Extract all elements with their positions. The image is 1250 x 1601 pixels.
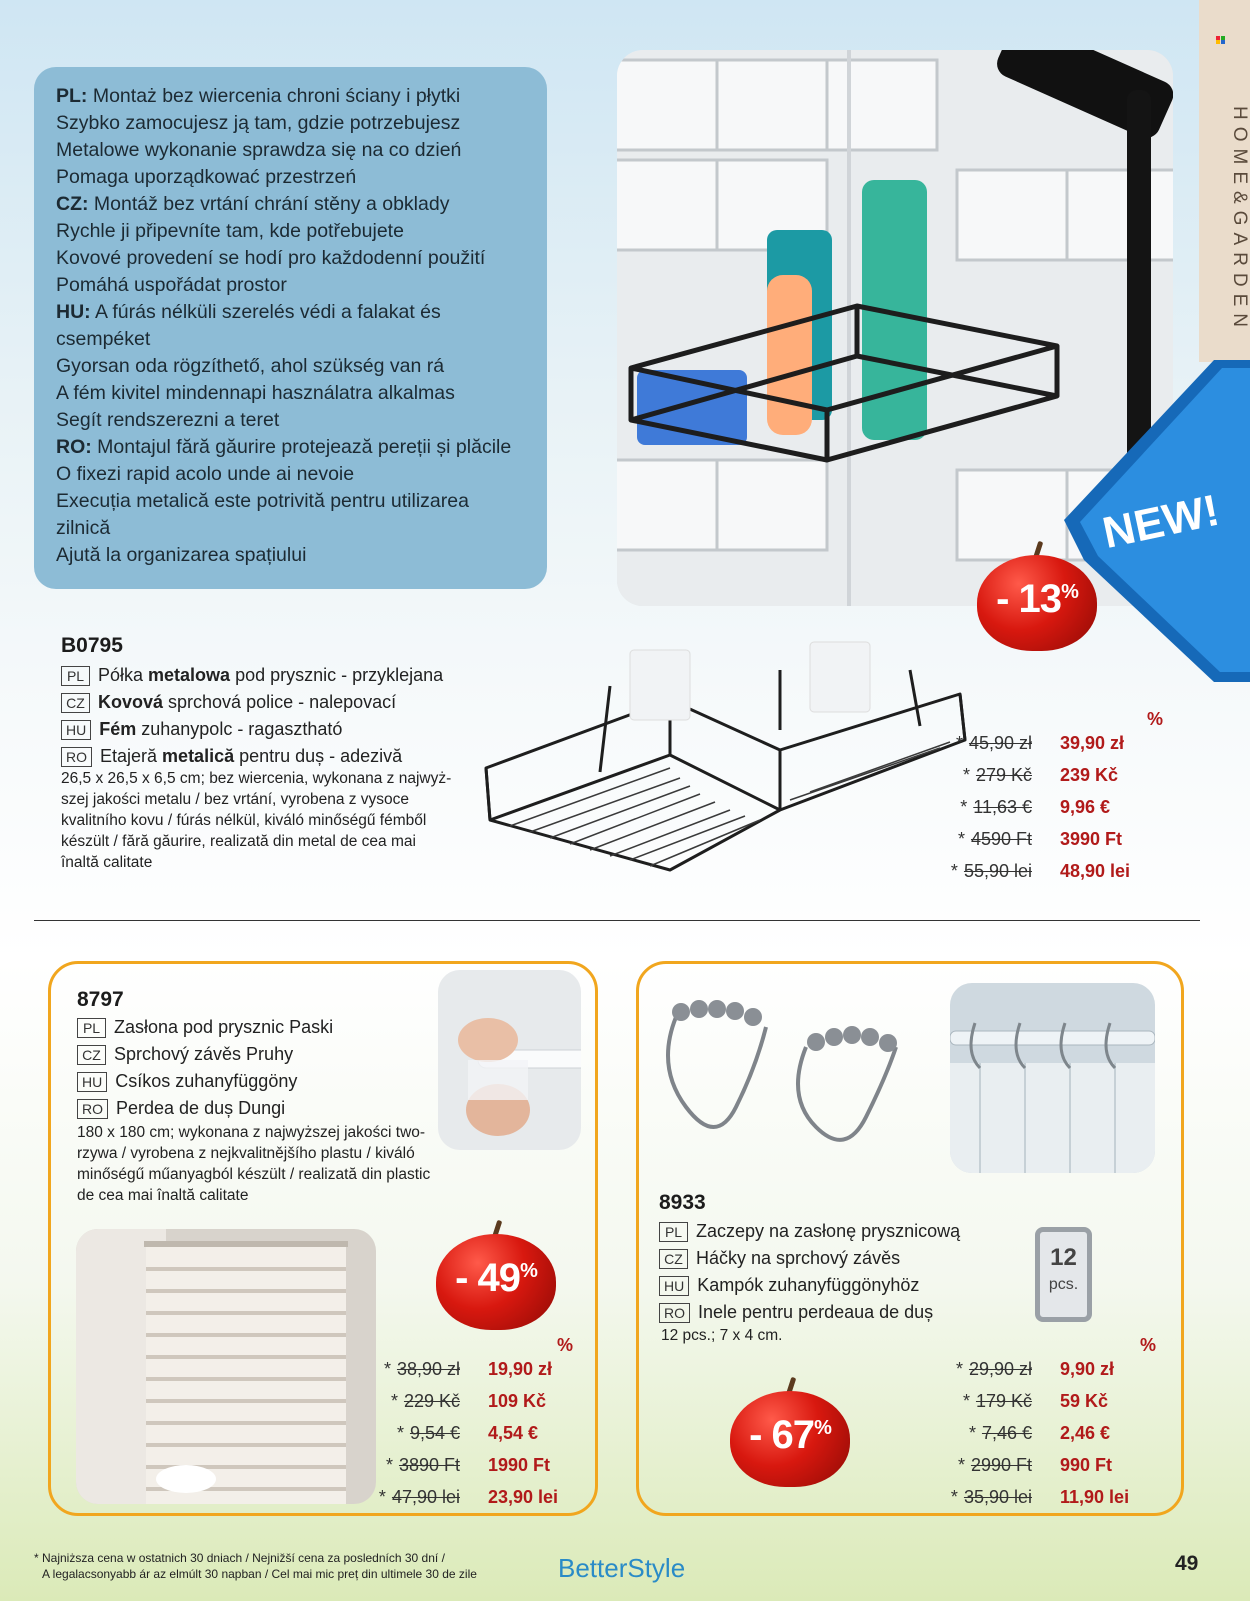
product-name-row xyxy=(77,1014,333,1041)
intro-lang-code: HU: xyxy=(56,301,91,323)
asterisk: * xyxy=(957,1455,965,1475)
intro-lang-code: PL: xyxy=(56,85,88,107)
intro-line-text: Execuția metalică este potrivită pentru utilizarea xyxy=(56,490,469,512)
shower-curtain-photo xyxy=(76,1229,376,1504)
intro-line-text: Segít rendszerezni a teret xyxy=(56,409,280,431)
new-price: 109 Kč xyxy=(488,1391,547,1411)
old-price xyxy=(963,1391,1032,1412)
intro-line xyxy=(56,191,527,218)
intro-line xyxy=(56,353,527,380)
new-price: 59 Kč xyxy=(1060,1391,1109,1411)
intro-line-text: Ajută la organizarea spațiului xyxy=(56,544,307,566)
product-name: Perdea de duș Dungi xyxy=(116,1098,286,1118)
intro-line xyxy=(56,515,527,542)
new-price: 39,90 zł xyxy=(1060,733,1125,753)
old-price xyxy=(969,1423,1032,1444)
intro-line xyxy=(56,542,527,569)
name-bold: metalică xyxy=(162,746,235,766)
old-price xyxy=(958,829,1032,850)
new-price: 4,54 € xyxy=(488,1423,539,1443)
asterisk: * xyxy=(396,1423,404,1443)
asterisk: * xyxy=(955,733,963,753)
asterisk: * xyxy=(383,1359,391,1379)
curtain-rings-photo xyxy=(656,987,926,1152)
svg-text:NEW!: NEW! xyxy=(1098,485,1224,558)
asterisk: * xyxy=(955,1359,963,1379)
intro-line-text: Rychle ji připevníte tam, kde potřebujete xyxy=(56,220,404,242)
lang-code-tag: HU xyxy=(77,1072,107,1092)
lang-code-tag: HU xyxy=(61,720,91,740)
new-price: 1990 Ft xyxy=(488,1455,551,1475)
product-name-row xyxy=(659,1272,960,1299)
name-pre: Etajeră xyxy=(100,746,163,766)
product-name-row xyxy=(61,662,443,689)
old-price xyxy=(951,861,1032,882)
intro-line xyxy=(56,488,527,515)
lang-code-tag: CZ xyxy=(61,693,90,713)
lang-code-tag: CZ xyxy=(77,1045,106,1065)
name-bold: Fém xyxy=(99,719,137,739)
product-names-8797 xyxy=(77,1014,333,1122)
old-price xyxy=(960,797,1032,818)
desc-line: rzywa / vyrobena z nejkvalitnějšího plastu / kiváló xyxy=(77,1145,415,1162)
old-price-value: 229 Kč xyxy=(403,1391,460,1411)
desc-line: készült / fără găurire, realizată din metal de cea mai xyxy=(61,833,416,850)
asterisk: * xyxy=(960,797,968,817)
product-name-row xyxy=(77,1041,333,1068)
new-price: 2,46 € xyxy=(1060,1423,1111,1443)
lang-code-tag: RO xyxy=(61,747,92,767)
product-name xyxy=(98,689,396,716)
old-price-value: 4590 Ft xyxy=(970,829,1032,849)
asterisk: * xyxy=(390,1391,398,1411)
intro-line-text: zilnică xyxy=(56,517,111,539)
intro-line xyxy=(56,434,527,461)
old-price-value: 11,63 € xyxy=(973,797,1032,817)
curtain-hand-photo xyxy=(438,970,581,1150)
asterisk: * xyxy=(962,765,970,785)
old-price xyxy=(386,1455,460,1476)
product-names-b0795 xyxy=(61,662,443,770)
new-price: 3990 Ft xyxy=(1060,829,1123,849)
asterisk: * xyxy=(950,1487,958,1507)
pct-label-8933: % xyxy=(1140,1335,1157,1355)
old-price xyxy=(391,1391,460,1412)
name-post: pod prysznic - przyklejana xyxy=(230,665,444,685)
product-name-row xyxy=(77,1095,333,1122)
product-name-row xyxy=(659,1218,960,1245)
product-name: Sprchový závěs Pruhy xyxy=(114,1044,294,1064)
intro-line-text: csempéket xyxy=(56,328,151,350)
product-name xyxy=(98,662,443,689)
product-name: Zaczepy na zasłonę prysznicową xyxy=(696,1221,961,1241)
old-price-value: 179 Kč xyxy=(975,1391,1032,1411)
old-price-value: 45,90 zł xyxy=(968,733,1032,753)
desc-line: 26,5 x 26,5 x 6,5 cm; bez wiercenia, wykonana z najwyż- xyxy=(61,770,452,787)
intro-box xyxy=(34,67,547,589)
product-name xyxy=(100,743,402,770)
old-price-value: 29,90 zł xyxy=(968,1359,1032,1379)
asterisk: * xyxy=(950,861,958,881)
new-price: 23,90 lei xyxy=(488,1487,559,1507)
desc-line: de cea mai înaltă calitate xyxy=(77,1187,249,1204)
old-price xyxy=(956,1359,1032,1380)
name-post: sprchová police - nalepovací xyxy=(163,692,397,712)
new-price: 990 Ft xyxy=(1060,1455,1113,1475)
intro-lang-code: RO: xyxy=(56,436,92,458)
product-desc-b0795 xyxy=(61,768,451,873)
intro-line xyxy=(56,137,527,164)
new-price: 48,90 lei xyxy=(1060,861,1131,881)
intro-line xyxy=(56,407,527,434)
intro-line-text: Metalowe wykonanie sprawdza się na co dzień xyxy=(56,139,462,161)
product-desc-8797 xyxy=(77,1122,430,1206)
discount-badge-b0795: - 13% xyxy=(977,541,1097,651)
product-name: Inele pentru perdeaua de duș xyxy=(698,1302,934,1322)
intro-line xyxy=(56,110,527,137)
asterisk: * xyxy=(957,829,965,849)
lang-code-tag: HU xyxy=(659,1276,689,1296)
product-name-row xyxy=(61,743,443,770)
old-price xyxy=(958,1455,1032,1476)
intro-line-text: Pomaga uporządkować przestrzeń xyxy=(56,166,357,188)
sku-b0795: B0795 xyxy=(61,634,123,657)
old-price-value: 7,46 € xyxy=(981,1423,1032,1443)
old-price xyxy=(956,733,1032,754)
product-names-8933 xyxy=(659,1218,960,1326)
intro-line-text: Kovové provedení se hodí pro každodenní použití xyxy=(56,247,486,269)
old-price xyxy=(384,1359,460,1380)
product-name xyxy=(99,716,342,743)
intro-line xyxy=(56,272,527,299)
new-price: 9,90 zł xyxy=(1060,1359,1115,1379)
intro-line-text: Montajul fără găurire protejează pereții și plăcile xyxy=(91,436,512,458)
intro-line xyxy=(56,164,527,191)
name-pre: Półka xyxy=(98,665,149,685)
desc-line: kvalitního kovu / fúrás nélkül, kiváló minőségű fémből xyxy=(61,812,427,829)
desc-line: înaltă calitate xyxy=(61,854,153,871)
old-price-value: 2990 Ft xyxy=(970,1455,1032,1475)
product-name-row xyxy=(61,716,443,743)
page-number: 49 xyxy=(1175,1552,1199,1575)
product-name-row xyxy=(659,1245,960,1272)
new-price: 9,96 € xyxy=(1060,797,1111,817)
lang-code-tag: RO xyxy=(77,1099,108,1119)
intro-lang-code: CZ: xyxy=(56,193,89,215)
product-name: Zasłona pod prysznic Paski xyxy=(114,1017,334,1037)
asterisk: * xyxy=(962,1391,970,1411)
brand-logo: BetterStyle xyxy=(558,1553,686,1583)
pct-label-8797: % xyxy=(557,1335,574,1355)
desc-line: 180 x 180 cm; wykonana z najwyższej jakości two- xyxy=(77,1124,426,1141)
category-label: HOME&GARDEN xyxy=(1229,106,1250,334)
asterisk: * xyxy=(968,1423,976,1443)
lang-code-tag: PL xyxy=(77,1018,106,1038)
old-price xyxy=(397,1423,460,1444)
intro-line-text: Pomáhá uspořádat prostor xyxy=(56,274,287,296)
sku-8933: 8933 xyxy=(659,1191,706,1214)
lang-code-tag: CZ xyxy=(659,1249,688,1269)
intro-line-text: Szybko zamocujesz ją tam, gdzie potrzebujesz xyxy=(56,112,461,134)
product-name: Kampók zuhanyfüggönyhöz xyxy=(697,1275,920,1295)
intro-line-text: A fém kivitel mindennapi használatra alkalmas xyxy=(56,382,455,404)
name-bold: metalowa xyxy=(148,665,231,685)
product-name-row xyxy=(659,1299,960,1326)
intro-line-text: Montáž bez vrtání chrání stěny a obklady xyxy=(88,193,450,215)
asterisk: * xyxy=(385,1455,393,1475)
product-desc-8933 xyxy=(661,1325,782,1346)
desc-line: szej jakości metalu / bez vrtání, vyrobena z vysoce xyxy=(61,791,410,808)
intro-line xyxy=(56,83,527,110)
lang-code-tag: RO xyxy=(659,1303,690,1323)
logo-dots-icon xyxy=(1216,31,1228,39)
intro-line xyxy=(56,380,527,407)
section-divider xyxy=(34,920,1200,921)
shelf-product-image xyxy=(480,630,980,890)
new-price: 239 Kč xyxy=(1060,765,1119,785)
product-name: Háčky na sprchový závěs xyxy=(696,1248,901,1268)
intro-line-text: Montaż bez wiercenia chroni ściany i płytki xyxy=(87,85,461,107)
intro-line-text: Gyorsan oda rögzíthető, ahol szükség van rá xyxy=(56,355,445,377)
sku-8797: 8797 xyxy=(77,988,124,1011)
desc-line: minőségű műanyagból készült / realizată din plastic xyxy=(77,1166,431,1183)
price-footnote: * Najniższa cena w ostatnich 30 dniach / Nejnižší cena za posledních 30 dní / A legalacsonyabb ár az elmúlt 30 napban / Cel mai mic preț din ultimele 30 de zile xyxy=(34,1551,477,1581)
intro-line xyxy=(56,218,527,245)
pct-label-b0795: % xyxy=(1147,709,1164,729)
new-price: 11,90 lei xyxy=(1060,1487,1130,1507)
product-name-row xyxy=(77,1068,333,1095)
new-price: 19,90 zł xyxy=(488,1359,553,1379)
intro-line xyxy=(56,299,527,326)
product-name: Csíkos zuhanyfüggöny xyxy=(115,1071,298,1091)
lang-code-tag: PL xyxy=(61,666,90,686)
old-price-value: 35,90 lei xyxy=(963,1487,1032,1507)
desc-line: 12 pcs.; 7 x 4 cm. xyxy=(661,1327,783,1344)
discount-badge-8933: - 67% xyxy=(730,1377,850,1487)
intro-line xyxy=(56,245,527,272)
old-price-value: 9,54 € xyxy=(409,1423,460,1443)
product-name-row xyxy=(61,689,443,716)
old-price-value: 279 Kč xyxy=(975,765,1032,785)
old-price-value: 47,90 lei xyxy=(391,1487,460,1507)
lang-code-tag: PL xyxy=(659,1222,688,1242)
intro-line xyxy=(56,326,527,353)
old-price xyxy=(379,1487,460,1508)
discount-badge-8797: - 49% xyxy=(436,1220,556,1330)
name-bold: Kovová xyxy=(98,692,164,712)
name-post: pentru duș - adezivă xyxy=(234,746,403,766)
old-price xyxy=(963,765,1032,786)
old-price xyxy=(951,1487,1032,1508)
asterisk: * xyxy=(378,1487,386,1507)
intro-line-text: O fixezi rapid acolo unde ai nevoie xyxy=(56,463,355,485)
curtain-rod-photo xyxy=(950,983,1155,1173)
old-price-value: 3890 Ft xyxy=(398,1455,460,1475)
old-price-value: 38,90 zł xyxy=(396,1359,460,1379)
old-price-value: 55,90 lei xyxy=(963,861,1032,881)
name-post: zuhanypolc - ragasztható xyxy=(136,719,343,739)
intro-line-text: A fúrás nélküli szerelés védi a falakat és xyxy=(90,301,441,323)
intro-line xyxy=(56,461,527,488)
pcs-badge: 12 pcs. xyxy=(1035,1227,1092,1322)
